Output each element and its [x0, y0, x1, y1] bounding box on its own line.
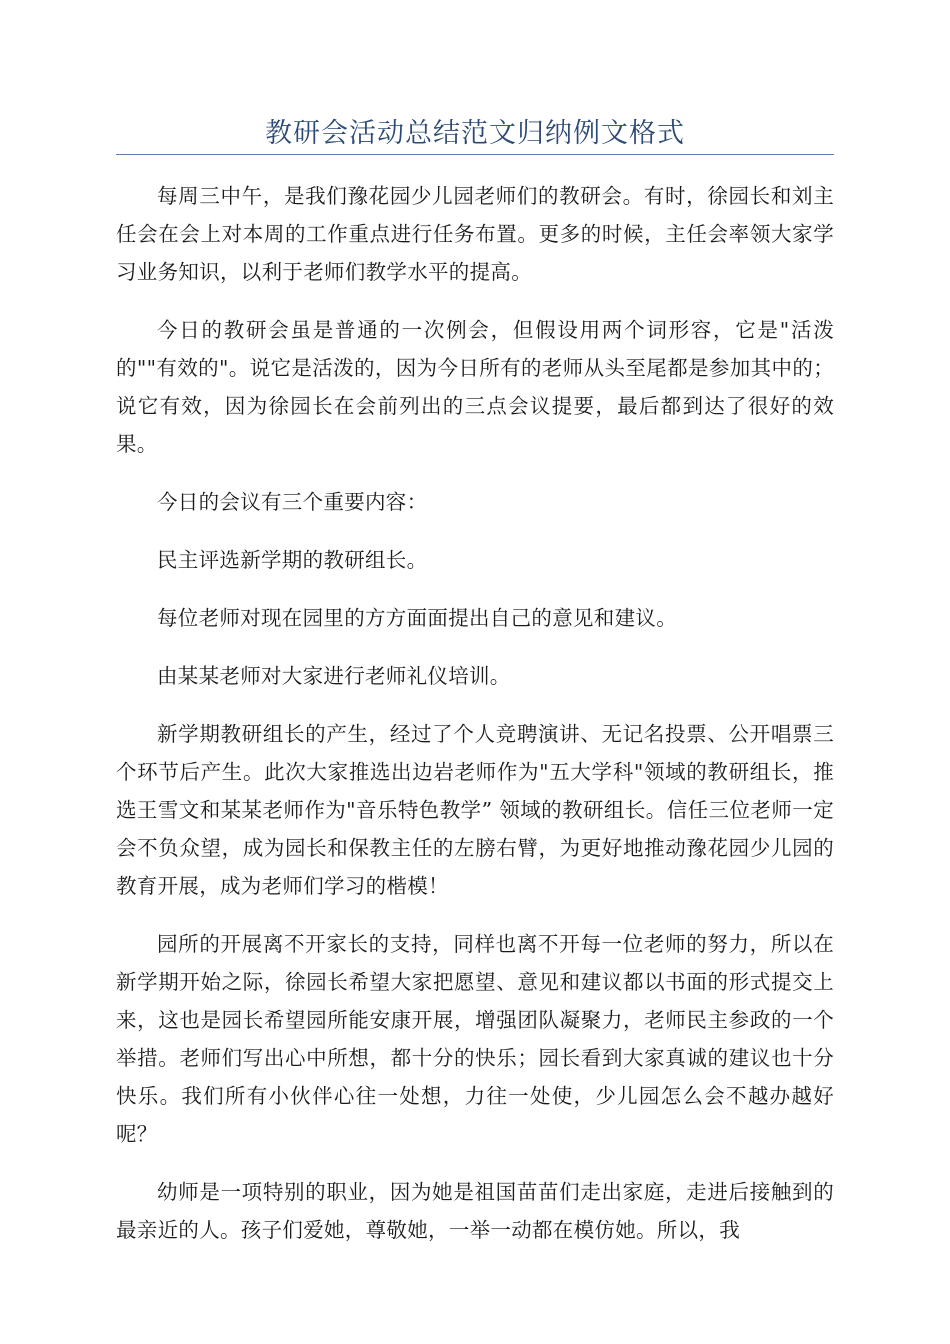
paragraph-9: 幼师是一项特别的职业，因为她是祖国苗苗们走出家庭，走进后接触到的最亲近的人。孩子们爱她，尊敬她，一举一动都在模仿她。所以，我 [116, 1180, 834, 1242]
paragraph-3: 今日的会议有三个重要内容： [157, 490, 428, 514]
document-title: 教研会活动总结范文归纳例文格式 [265, 118, 685, 149]
paragraph-5: 每位老师对现在园里的方方面面提出自己的意见和建议。 [157, 606, 677, 630]
paragraph-4: 民主评选新学期的教研组长。 [157, 548, 428, 572]
paragraph-8: 园所的开展离不开家长的支持，同样也离不开每一位老师的努力，所以在新学期开始之际，徐园长希望大家把愿望、意见和建议都以书面的形式提交上来，这也是园长希望园所能安康开展，增强团队凝聚力，老师民主参政的一个举措。老师们写出心中所想，都十分的快乐；园长看到大家真诚的建议也十分快乐。我们所有小伙伴心往一处想，力往一处使，少儿园怎么会不越办越好呢？ [116, 932, 834, 1146]
title-underline [116, 154, 834, 155]
paragraph-2: 今日的教研会虽是普通的一次例会，但假设用两个词形容，它是"活泼的""有效的"。说它是活泼的，因为今日所有的老师从头至尾都是参加其中的；说它有效，因为徐园长在会前列出的三点会议提要，最后都到达了很好的效果。 [116, 318, 834, 456]
paragraph-6: 由某某老师对大家进行老师礼仪培训。 [157, 664, 511, 688]
document-body [116, 177, 834, 1269]
paragraph-1: 每周三中午，是我们豫花园少儿园老师们的教研会。有时，徐园长和刘主任会在会上对本周的工作重点进行任务布置。更多的时候，主任会率领大家学习业务知识，以利于老师们教学水平的提高。 [116, 184, 834, 284]
paragraph-7: 新学期教研组长的产生，经过了个人竞聘演讲、无记名投票、公开唱票三个环节后产生。此次大家推选出边岩老师作为"五大学科"领域的教研组长，推选王雪文和某某老师作为"音乐特色教学” 领域的教研组长。信任三位老师一定会不负众望，成为园长和保教主任的左膀右臂，为更好地推动豫花园少儿园的教育开展，成为老师们学习的楷模！ [116, 722, 834, 898]
